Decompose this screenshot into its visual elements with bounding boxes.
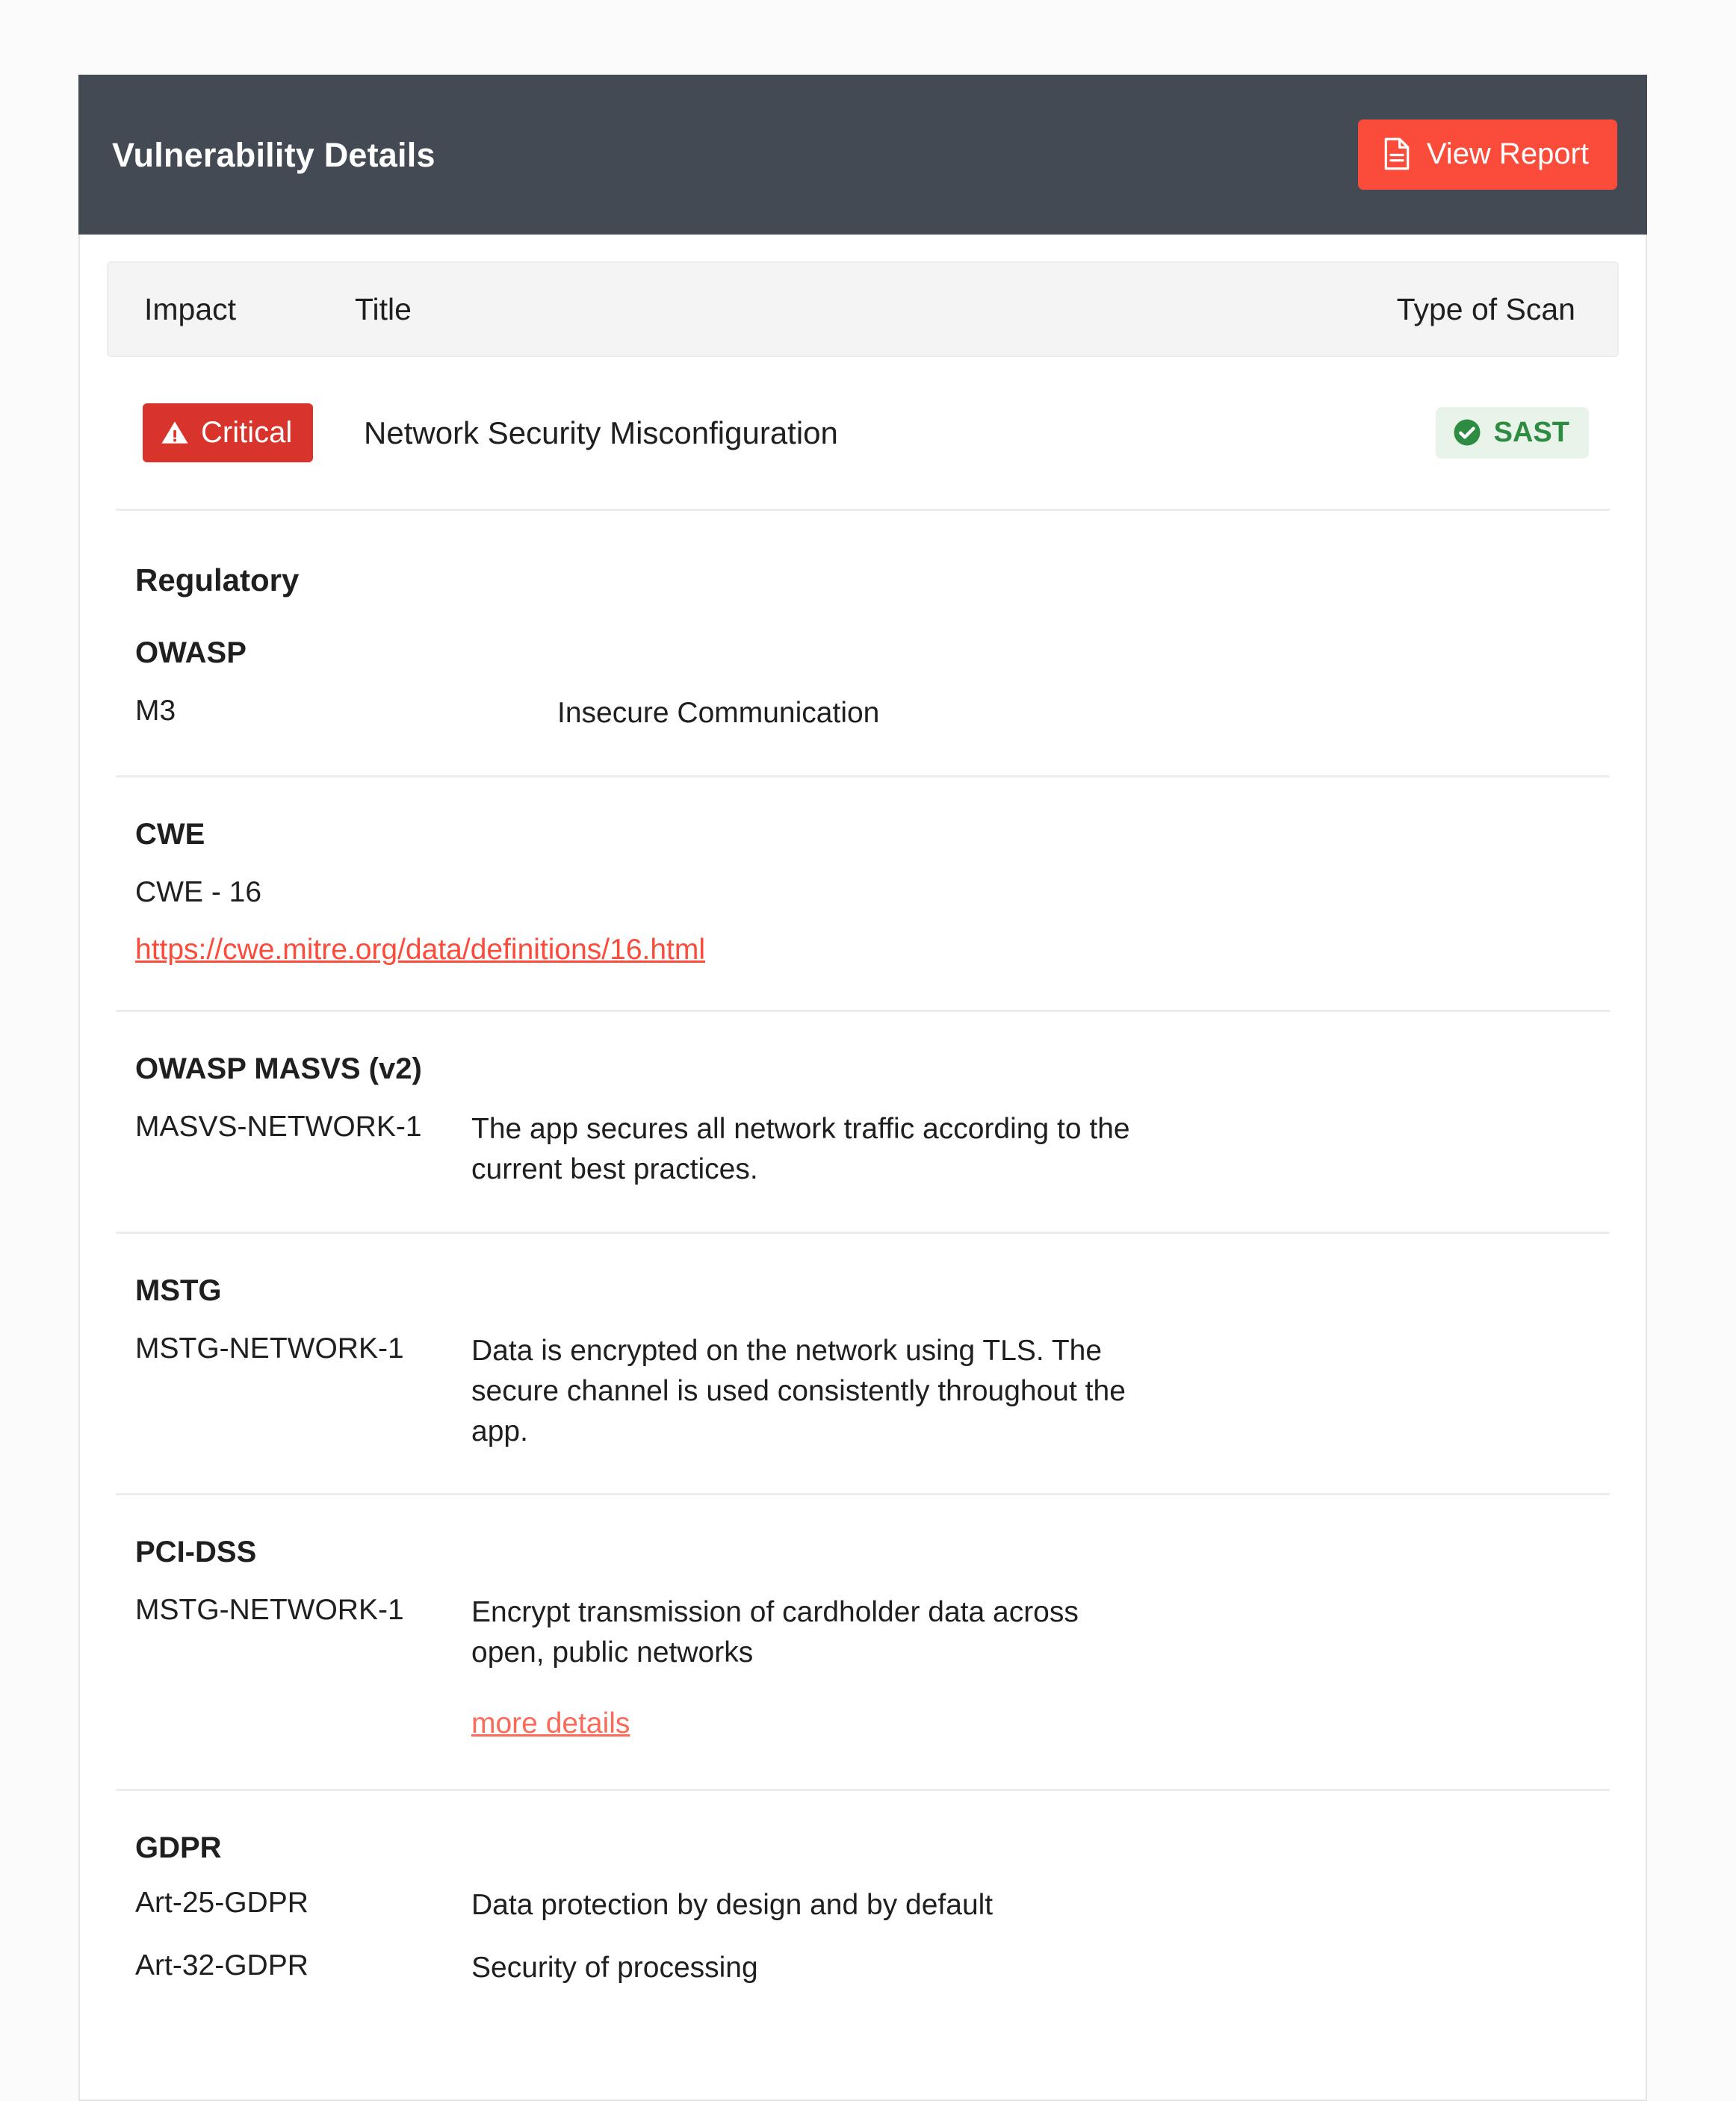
warning-triangle-icon [161,420,189,445]
section-owasp [116,596,1610,778]
mstg-row-key: MSTG-NETWORK-1 [135,1332,404,1365]
section-pci-dss [116,1495,1610,1790]
document-icon [1383,137,1410,170]
section-owasp-masvs [116,1012,1610,1234]
mstg-row-value: Data is encrypted on the network using TLS. The secure channel is used consistently throughout the app. [471,1334,1126,1447]
scan-type-cell [1436,407,1610,459]
scan-label: SAST [1493,417,1569,448]
pci-row-value: Encrypt transmission of cardholder data across open, public networks [471,1596,1079,1669]
column-header-type-of-scan: Type of Scan [1396,291,1575,326]
section-gdpr [116,1791,1610,1988]
table-row[interactable] [116,357,1610,511]
list-item [135,1306,1610,1451]
impact-cell [116,403,353,462]
section-title-mstg: MSTG [135,1273,222,1307]
list-item [135,668,1610,733]
gdpr-row-value-2: Security of processing [471,1951,758,1984]
panel-header [78,75,1647,235]
gdpr-row-key-1: Art-25-GDPR [135,1886,309,1919]
pci-row-key: MSTG-NETWORK-1 [135,1594,404,1627]
masvs-row-key: MASVS-NETWORK-1 [135,1111,422,1143]
impact-label: Critical [201,416,293,449]
table-header-row [107,261,1619,357]
list-item [135,1084,1610,1190]
regulatory-section [107,511,1619,1987]
section-title-gdpr: GDPR [135,1831,222,1864]
gdpr-row-key-2: Art-32-GDPR [135,1949,309,1981]
page-title: Vulnerability Details [112,135,435,174]
gdpr-row-value-1: Data protection by design and by default [471,1888,993,1921]
section-title-pci-dss: PCI-DSS [135,1536,257,1569]
column-header-title: Title [355,291,412,326]
status-badge-sast [1436,407,1589,459]
section-title-cwe: CWE [135,817,205,851]
list-item [135,1925,1610,1988]
more-details-row [135,1673,1610,1742]
regulatory-heading: Regulatory [135,562,300,598]
cwe-id: CWE - 16 [135,875,262,908]
masvs-row-value: The app secures all network traffic according to the current best practices. [471,1113,1130,1186]
check-circle-icon [1452,418,1482,447]
details-card [78,235,1647,2101]
status-badge-critical [143,403,313,462]
owasp-row-key: M3 [135,695,176,727]
owasp-row-value: Insecure Communication [557,697,880,729]
list-item [135,1567,1610,1673]
view-report-label: View Report [1426,137,1589,170]
list-item [135,1863,1610,1925]
column-header-impact: Impact [144,291,237,326]
cwe-link[interactable]: https://cwe.mitre.org/data/definitions/16.html [135,933,706,966]
section-title-owasp: OWASP [135,636,247,669]
section-title-owasp-masvs: OWASP MASVS (v2) [135,1052,422,1086]
finding-title: Network Security Misconfiguration [364,415,838,450]
section-mstg [116,1234,1610,1495]
more-details-link[interactable]: more details [471,1707,630,1740]
section-cwe [116,778,1610,1013]
view-report-button[interactable] [1358,120,1617,190]
